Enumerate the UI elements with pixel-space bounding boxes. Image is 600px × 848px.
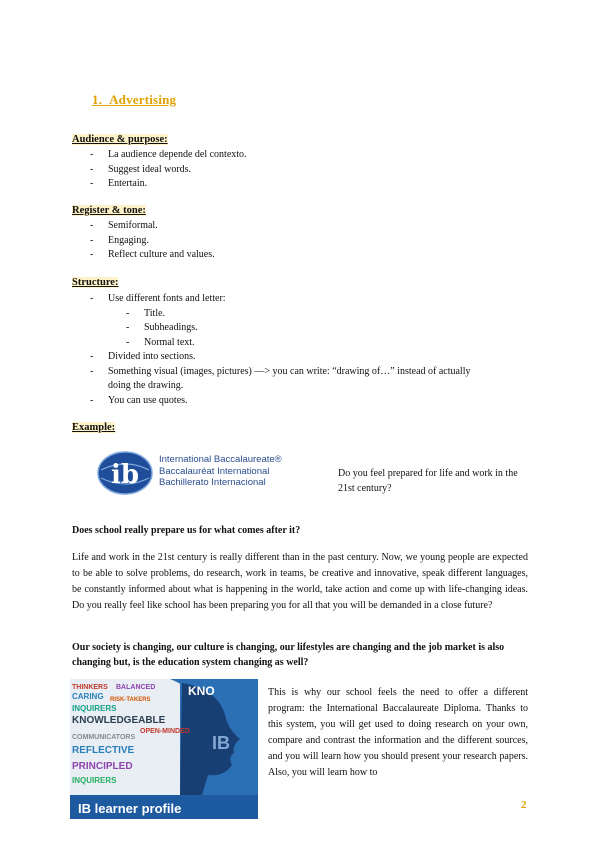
paragraph-1: Life and work in the 21st century is really different than in the past century. Now, we young people are expected to be able to solve problems, do research, work in teams, be creative and innovative, speak different languages, be constantly informed about what is happening in the world, take action and come up with life-changing ideas. Do you really feel like school has been preparing you for all that you will be demanded in a close future? xyxy=(72,552,528,611)
subheading-2: Our society is changing, our culture is changing, our lifestyles are changing and the job market is also changing but, is the education system changing as well? xyxy=(72,642,505,668)
subheading-1: Does school really prepare us for what comes after it? xyxy=(72,525,301,536)
register-label: Register & tone: xyxy=(72,205,146,216)
list-item-continuation: doing the drawing. xyxy=(108,380,184,391)
audience-label: Audience & purpose: xyxy=(72,134,168,145)
svg-text:ib: ib xyxy=(110,460,140,490)
svg-text:OPEN-MINDED: OPEN-MINDED xyxy=(140,728,190,735)
svg-text:INQUIRERS: INQUIRERS xyxy=(72,704,117,713)
example-label: Example: xyxy=(72,422,116,433)
sub-list-item: - Title. xyxy=(126,307,166,319)
ib-learner-profile-image xyxy=(70,679,258,819)
structure-list xyxy=(72,292,532,408)
audience-list xyxy=(72,148,532,192)
svg-text:KNOWLEDGEABLE: KNOWLEDGEABLE xyxy=(72,715,166,726)
svg-text:IB: IB xyxy=(212,733,230,753)
svg-text:KNO: KNO xyxy=(188,684,215,698)
list-item: - Divided into sections. xyxy=(90,351,196,362)
svg-text:THINKERS: THINKERS xyxy=(72,684,108,691)
svg-text:COMMUNICATORS: COMMUNICATORS xyxy=(72,734,136,741)
logo-question: Do you feel prepared for life and work in the 21st century? xyxy=(338,468,518,494)
svg-text:RISK-TAKERS: RISK-TAKERS xyxy=(110,697,151,703)
paragraph-2: This is why our school feels the need to offer a different program: the International Baccalaureate Diploma. Thanks to this system, you will get used to doing research on your own, compare and contrast the information and the different sources, and you will learn how you should present your research papers. Also, you will learn how to xyxy=(268,687,528,778)
ib-globe-icon xyxy=(97,450,157,496)
ib-logo-text: International Baccalaureate® Baccalauréat International Bachillerato Internacional xyxy=(159,454,282,488)
list-item: - Semiformal. xyxy=(90,220,158,231)
structure-label: Structure: xyxy=(72,277,119,288)
list-item: - Engaging. xyxy=(90,234,149,246)
list-item: - Suggest ideal words. xyxy=(90,163,192,175)
register-list xyxy=(72,219,532,263)
section-title xyxy=(92,92,176,108)
svg-text:BALANCED: BALANCED xyxy=(116,684,156,691)
ib-logo xyxy=(97,450,297,496)
svg-text:INQUIRERS: INQUIRERS xyxy=(72,776,117,785)
svg-text:REFLECTIVE: REFLECTIVE xyxy=(72,745,135,756)
list-item: - Use different fonts and letter: xyxy=(90,293,226,304)
list-item: - Something visual (images, pictures) —> you can write: “drawing of…” instead of actually xyxy=(90,365,471,377)
section-number: 1. xyxy=(92,92,103,107)
list-item: - You can use quotes. xyxy=(90,394,188,406)
section-title-text: Advertising xyxy=(109,92,177,107)
sub-list-item: - Normal text. xyxy=(126,336,195,348)
sub-list-item: - Subheadings. xyxy=(126,322,198,333)
list-item: - La audience depende del contexto. xyxy=(90,149,247,160)
svg-text:PRINCIPLED: PRINCIPLED xyxy=(72,761,133,772)
list-item: - Entertain. xyxy=(90,178,148,189)
list-item: - Reflect culture and values. xyxy=(90,249,215,260)
poster-caption: IB learner profile xyxy=(78,801,182,816)
svg-text:CARING: CARING xyxy=(72,692,104,701)
page-number: 2 xyxy=(521,799,527,811)
